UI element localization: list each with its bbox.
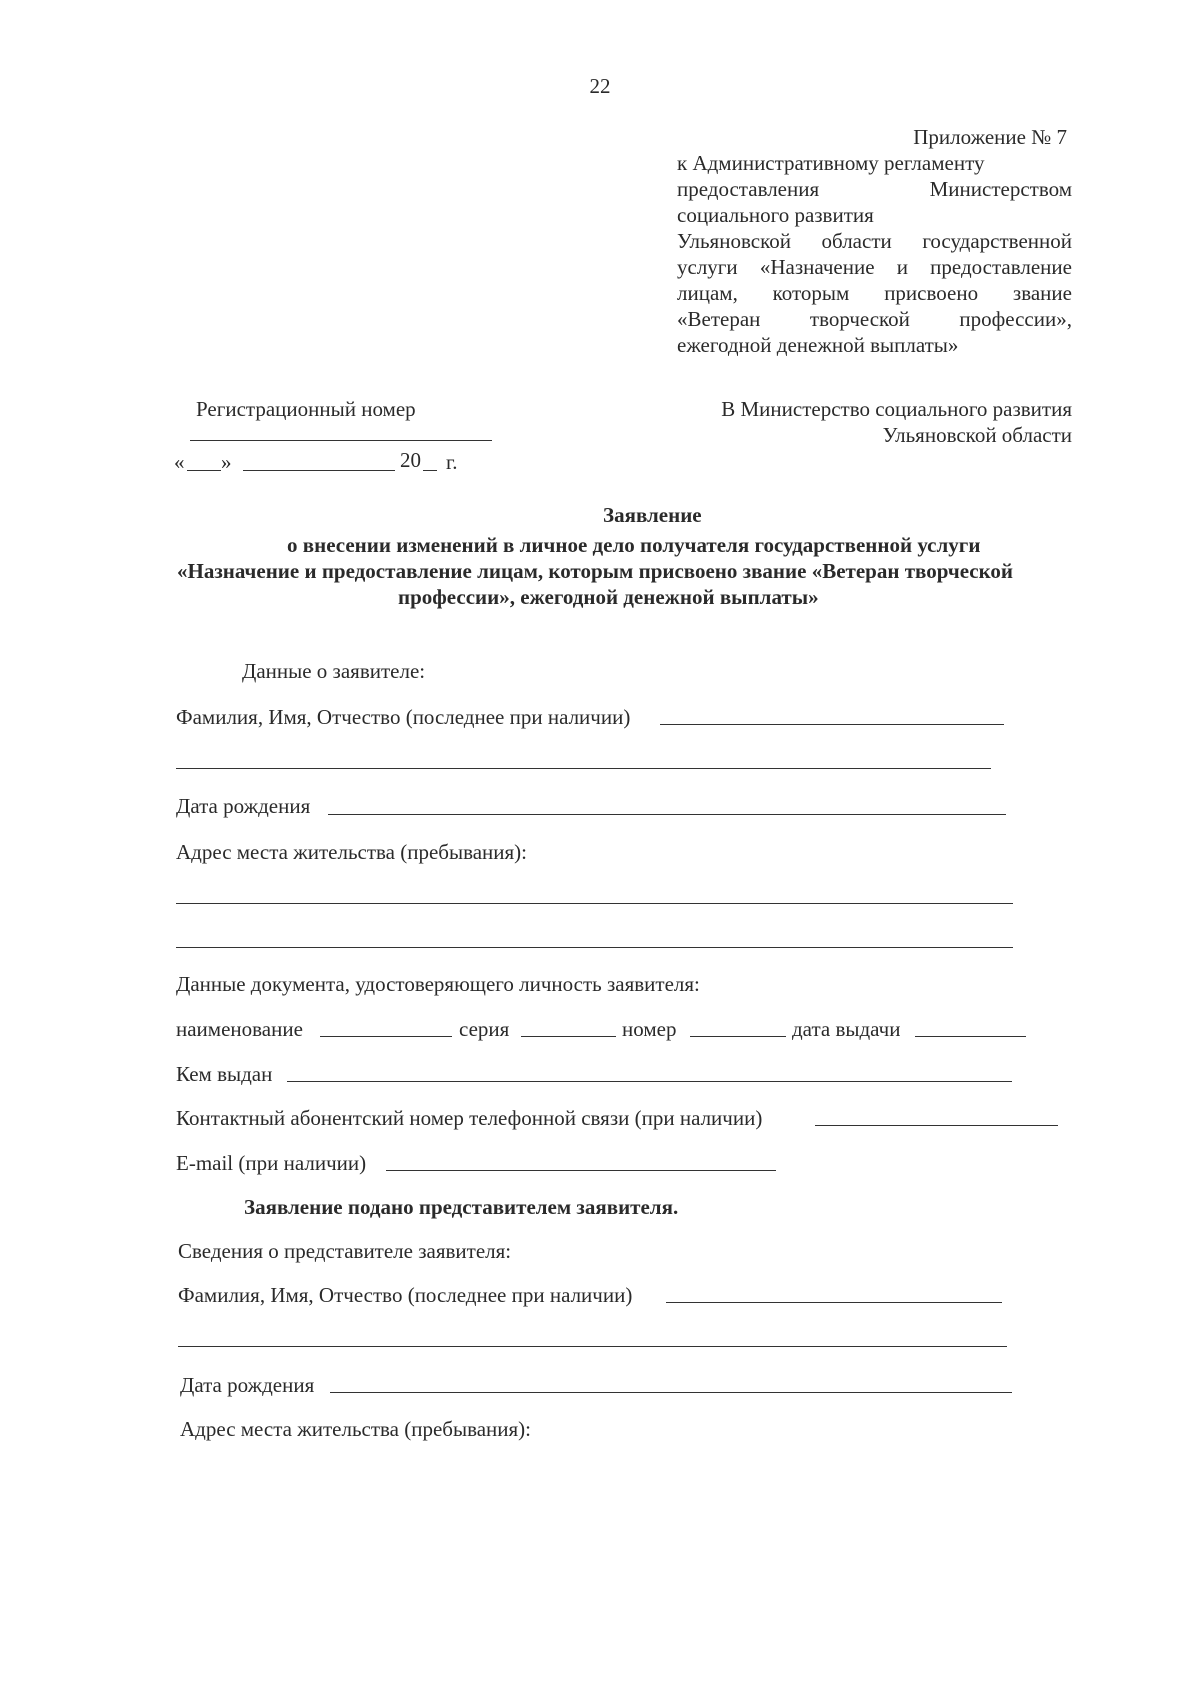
phone-field[interactable] — [815, 1125, 1058, 1126]
representative-birth-field[interactable] — [330, 1392, 1012, 1393]
date-close-quote: » — [221, 450, 232, 474]
doc-number-field[interactable] — [690, 1036, 786, 1037]
representative-fio-field-continued[interactable] — [178, 1346, 1007, 1347]
applicant-document-label: Данные документа, удостоверяющего личность заявителя: — [176, 972, 700, 996]
appendix-line-3: социального развития — [677, 203, 874, 227]
date-year-suffix: г. — [446, 450, 458, 474]
appendix-line-2: предоставления Министерством — [677, 177, 1072, 201]
email-field[interactable] — [386, 1170, 776, 1171]
email-label: E-mail (при наличии) — [176, 1151, 367, 1175]
doc-name-field[interactable] — [320, 1036, 452, 1037]
applicant-birth-label: Дата рождения — [176, 794, 311, 818]
applicant-birth-field[interactable] — [328, 814, 1006, 815]
representative-section-label: Сведения о представителе заявителя: — [178, 1239, 512, 1263]
applicant-fio-field[interactable] — [660, 724, 1004, 725]
doc-series-label: серия — [459, 1017, 510, 1041]
document-subtitle-line-2: «Назначение и предоставление лицам, которым присвоено звание «Ветеран творческой — [177, 559, 1014, 583]
doc-date-field[interactable] — [915, 1036, 1026, 1037]
registration-number-field[interactable] — [190, 440, 492, 441]
appendix-line-6: лицам, которым присвоено звание — [677, 281, 1072, 305]
document-subtitle-line-1: о внесении изменений в личное дело получателя государственной услуги — [287, 533, 981, 557]
applicant-fio-label: Фамилия, Имя, Отчество (последнее при наличии) — [176, 705, 631, 729]
appendix-line-7: «Ветеран творческой профессии», — [677, 307, 1072, 331]
registration-label: Регистрационный номер — [196, 397, 416, 421]
date-year-field[interactable] — [423, 470, 437, 471]
applicant-address-label: Адрес места жительства (пребывания): — [176, 840, 528, 864]
date-open-quote: « — [174, 450, 185, 474]
appendix-line-1: к Административному регламенту — [677, 151, 985, 175]
issued-by-field[interactable] — [287, 1081, 1012, 1082]
doc-date-label: дата выдачи — [792, 1017, 901, 1041]
applicant-fio-field-continued[interactable] — [176, 768, 991, 769]
addressee-line-2: Ульяновской области — [882, 423, 1072, 447]
doc-name-label: наименование — [176, 1017, 303, 1041]
applicant-section-label: Данные о заявителе: — [242, 659, 426, 683]
addressee-line-1: В Министерство социального развития — [721, 397, 1072, 421]
appendix-title: Приложение № 7 — [913, 125, 1067, 149]
issued-by-label: Кем выдан — [176, 1062, 273, 1086]
representative-birth-label: Дата рождения — [180, 1373, 315, 1397]
date-month-field[interactable] — [243, 470, 395, 471]
appendix-line-5: услуги «Назначение и предоставление — [677, 255, 1072, 279]
date-year-prefix: 20 — [400, 448, 421, 472]
appendix-line-8: ежегодной денежной выплаты» — [677, 333, 959, 357]
representative-heading: Заявление подано представителем заявителя. — [244, 1195, 679, 1219]
page-number: 22 — [589, 74, 611, 98]
phone-label: Контактный абонентский номер телефонной связи (при наличии) — [176, 1106, 763, 1130]
applicant-address-field-1[interactable] — [176, 903, 1013, 904]
document-title: Заявление — [603, 503, 702, 527]
representative-fio-field[interactable] — [666, 1302, 1002, 1303]
doc-number-label: номер — [622, 1017, 677, 1041]
applicant-address-field-2[interactable] — [176, 947, 1013, 948]
appendix-line-4: Ульяновской области государственной — [677, 229, 1072, 253]
representative-address-label: Адрес места жительства (пребывания): — [180, 1417, 532, 1441]
doc-series-field[interactable] — [521, 1036, 616, 1037]
date-day-field[interactable] — [187, 470, 221, 471]
representative-fio-label: Фамилия, Имя, Отчество (последнее при наличии) — [178, 1283, 633, 1307]
document-subtitle-line-3: профессии», ежегодной денежной выплаты» — [398, 585, 819, 609]
